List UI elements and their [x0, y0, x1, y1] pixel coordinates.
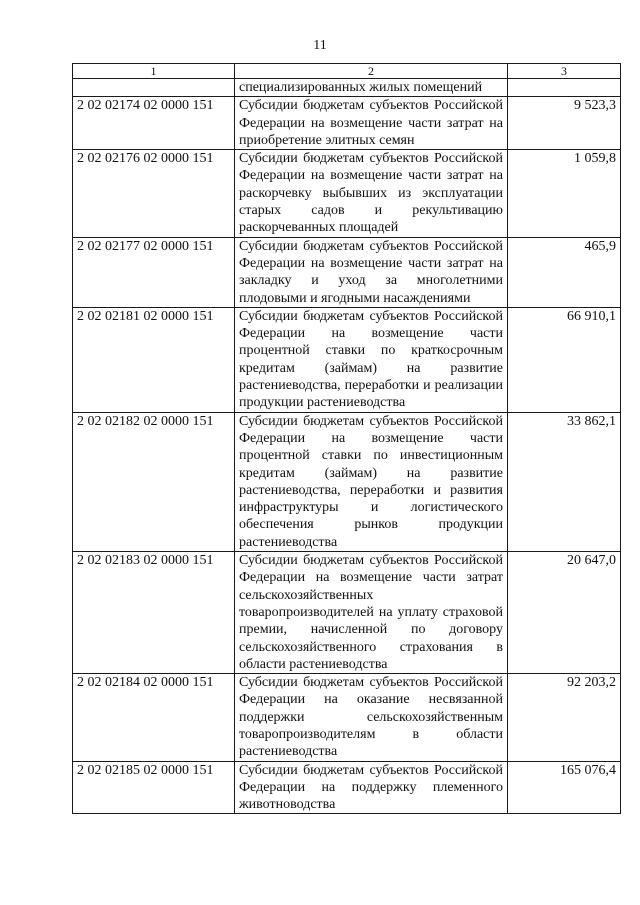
table-row: [73, 307, 621, 412]
code-cell: 2 02 02176 02 0000 151: [73, 150, 235, 237]
table-row: [73, 97, 621, 150]
amount-cell: 33 862,1: [508, 412, 621, 551]
column-header-code: 1: [73, 64, 235, 79]
amount-cell: 92 203,2: [508, 674, 621, 761]
code-cell: 2 02 02182 02 0000 151: [73, 412, 235, 551]
description-cell: Субсидии бюджетам субъектов Российской Федерации на возмещение части затрат сельскохозяйственных товаропроизводителей на уплату страховой премии, начисленной по договору сельскохозяйственного страхования в области растениеводства: [235, 552, 508, 674]
column-header-amount: 3: [508, 64, 621, 79]
table-row: [73, 150, 621, 237]
description-cell: Субсидии бюджетам субъектов Российской Федерации на оказание несвязанной поддержки сельскохозяйственным товаропроизводителям в области растениеводства: [235, 674, 508, 761]
code-cell: 2 02 02181 02 0000 151: [73, 307, 235, 412]
amount-cell: [508, 79, 621, 97]
code-cell: 2 02 02174 02 0000 151: [73, 97, 235, 150]
code-cell: [73, 79, 235, 97]
amount-cell: 66 910,1: [508, 307, 621, 412]
description-cell: специализированных жилых помещений: [235, 79, 508, 97]
description-cell: Субсидии бюджетам субъектов Российской Федерации на возмещение части затрат на закладку и уход за многолетними плодовыми и ягодными насаждениями: [235, 237, 508, 307]
amount-cell: 465,9: [508, 237, 621, 307]
description-cell: Субсидии бюджетам субъектов Российской Федерации на возмещение части процентной ставки по инвестиционным кредитам (займам) на развитие растениеводства, переработки и развития инфраструктуры и логистического обеспечения рынков продукции растениеводства: [235, 412, 508, 551]
table-row: [73, 412, 621, 551]
code-cell: 2 02 02185 02 0000 151: [73, 761, 235, 814]
code-cell: 2 02 02183 02 0000 151: [73, 552, 235, 674]
table-row: [73, 552, 621, 674]
code-cell: 2 02 02184 02 0000 151: [73, 674, 235, 761]
description-cell: Субсидии бюджетам субъектов Российской Федерации на возмещение части затрат на раскорчевку выбывших из эксплуатации старых садов и рекультивацию раскорчеванных площадей: [235, 150, 508, 237]
table-row-continuation: [73, 79, 621, 97]
amount-cell: 20 647,0: [508, 552, 621, 674]
code-cell: 2 02 02177 02 0000 151: [73, 237, 235, 307]
description-cell: Субсидии бюджетам субъектов Российской Федерации на возмещение части процентной ставки по краткосрочным кредитам (займам) на развитие растениеводства, переработки и реализации продукции растениеводства: [235, 307, 508, 412]
description-cell: Субсидии бюджетам субъектов Российской Федерации на поддержку племенного животноводства: [235, 761, 508, 814]
table-row: [73, 761, 621, 814]
budget-classification-table: [72, 63, 621, 814]
description-cell: Субсидии бюджетам субъектов Российской Федерации на возмещение части затрат на приобретение элитных семян: [235, 97, 508, 150]
table-row: [73, 237, 621, 307]
table-header-row: [73, 64, 621, 79]
page-number: 11: [313, 38, 327, 53]
amount-cell: 165 076,4: [508, 761, 621, 814]
amount-cell: 1 059,8: [508, 150, 621, 237]
column-header-description: 2: [235, 64, 508, 79]
table-row: [73, 674, 621, 761]
amount-cell: 9 523,3: [508, 97, 621, 150]
